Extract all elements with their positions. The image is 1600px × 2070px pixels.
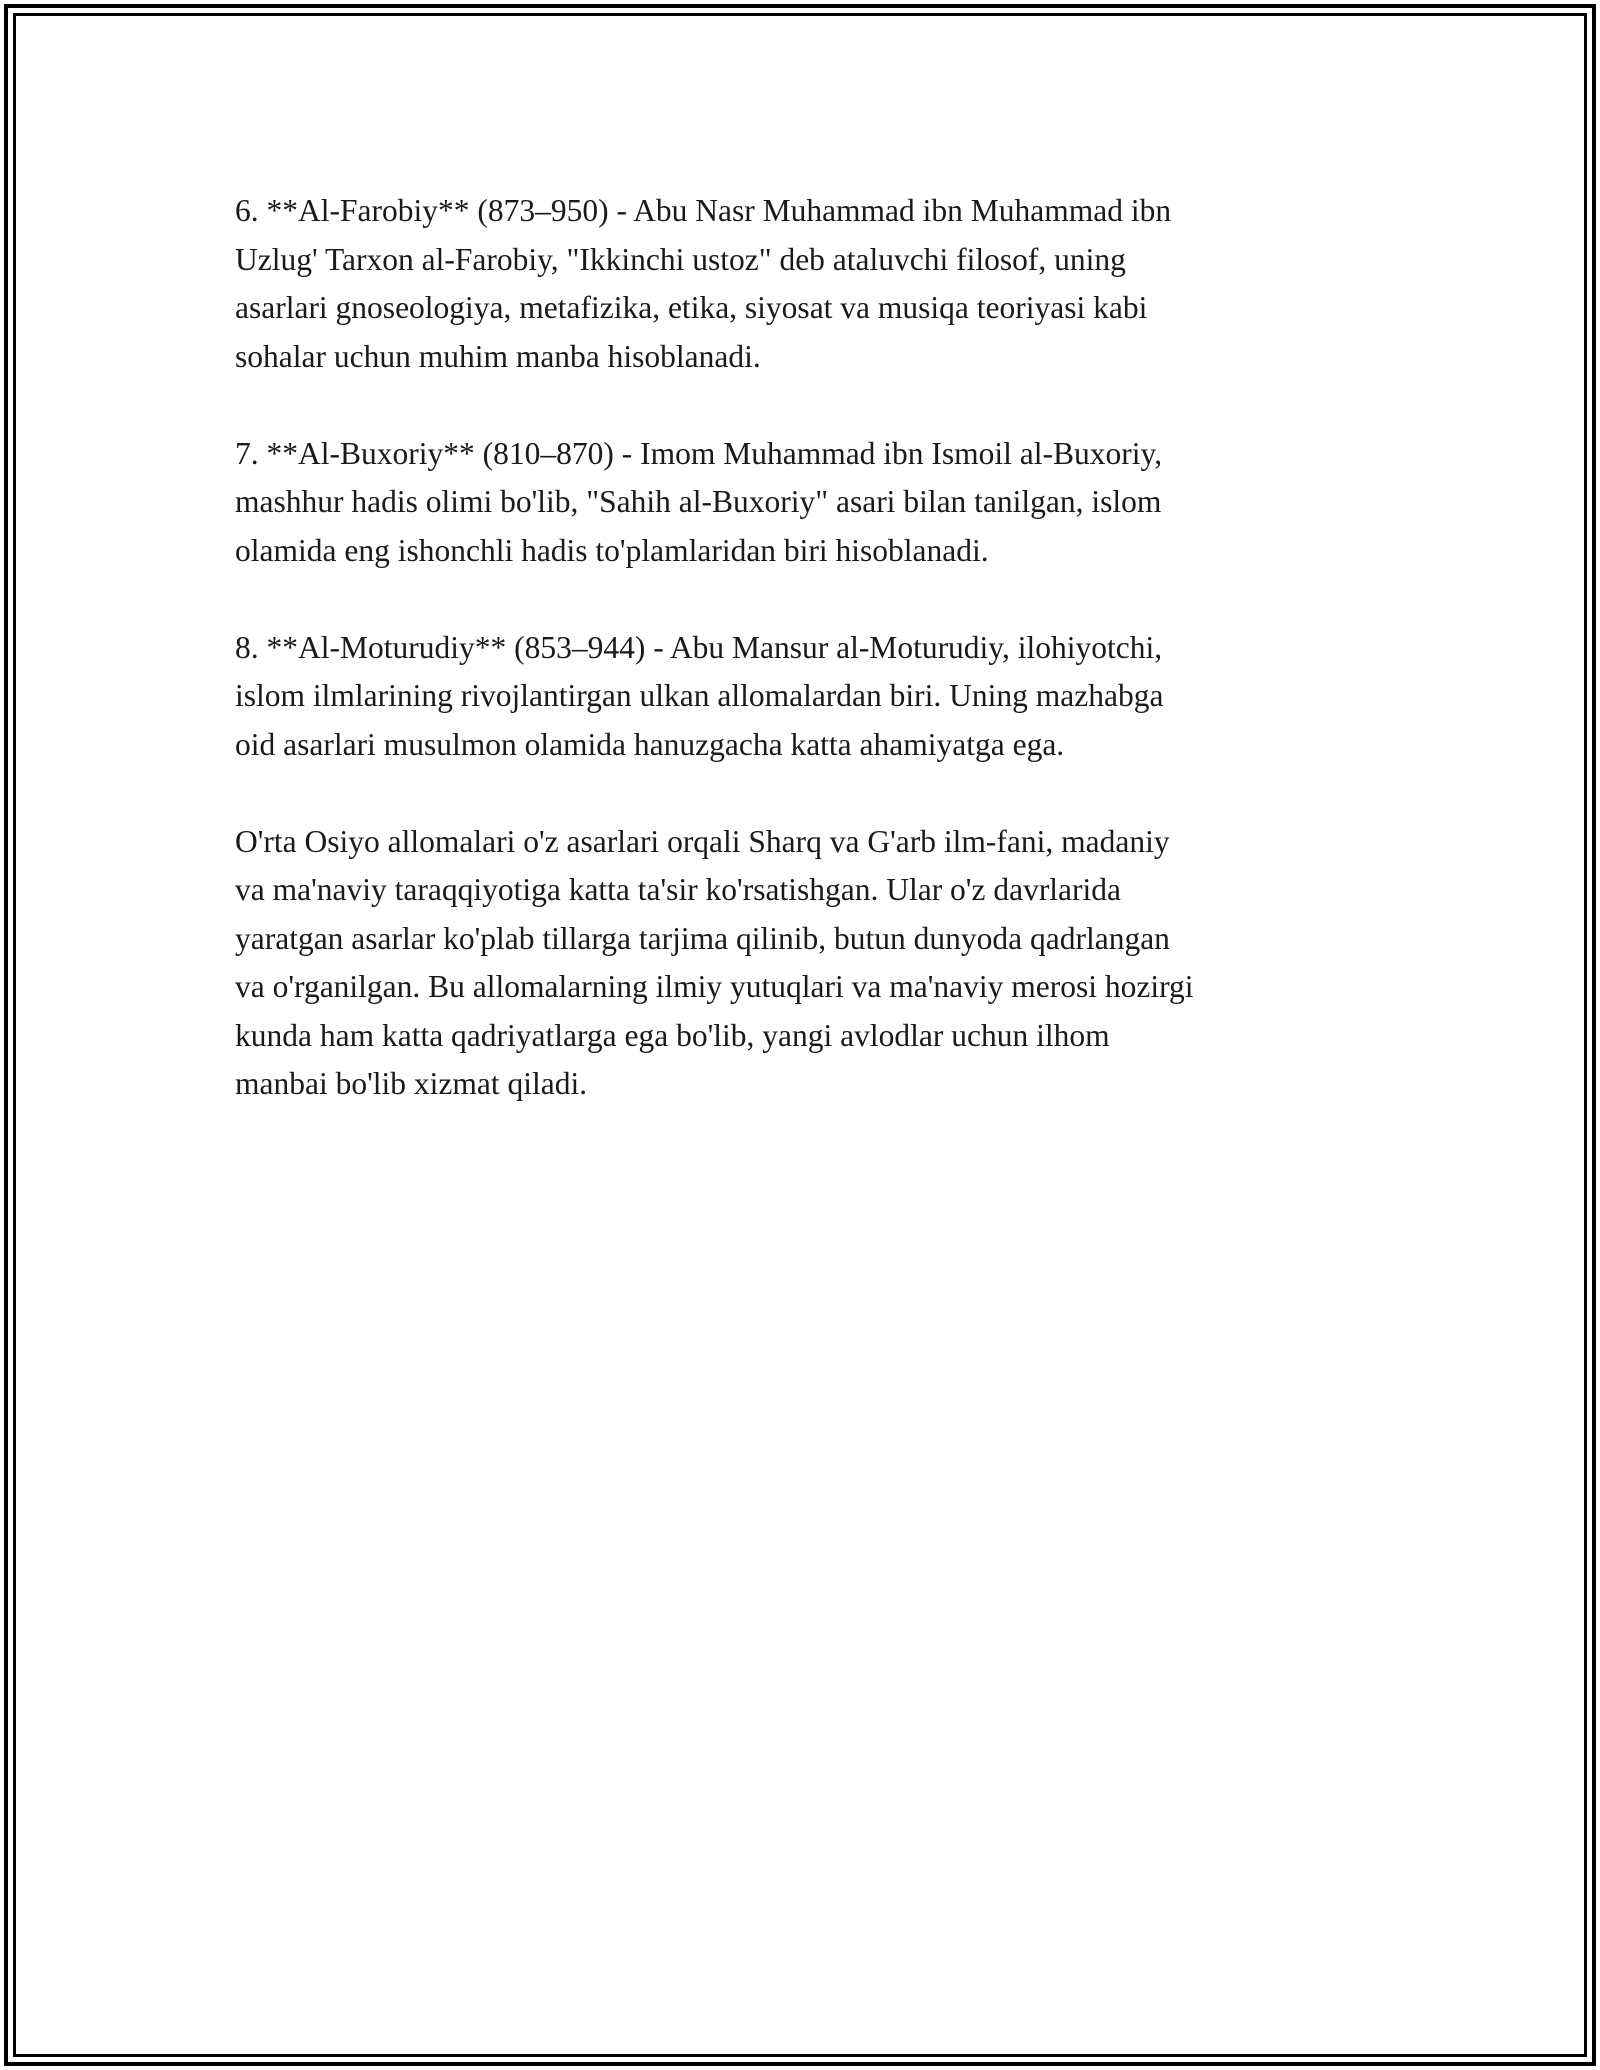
paragraph-al-farobiy: 6. **Al-Farobiy** (873–950) - Abu Nasr Muhammad ibn Muhammad ibn Uzlug' Tarxon al-Farobiy, "Ikkinchi ustoz" deb ataluvchi filosof, uning asarlari gnoseologiya, metafizika, etika, siyosat va musiqa teoriyasi kabi sohalar uchun muhim manba hisoblanadi. (235, 193, 1172, 374)
paragraph-conclusion: O'rta Osiyo allomalari o'z asarlari orqali Sharq va G'arb ilm-fani, madaniy va ma'naviy taraqqiyotiga katta ta'sir ko'rsatishgan. Ular o'z davrlarida yaratgan asarlar ko'plab tillarga tarjima qilinib, butun dunyoda qadrlangan va o'rganilgan. Bu allomalarning ilmiy yutuqlari va ma'naviy merosi hozirgi kunda ham katta qadriyatlarga ega bo'lib, yangi avlodlar uchun ilhom manbai bo'lib xizmat qiladi. (235, 823, 1194, 1101)
document-body (235, 187, 1375, 1157)
paragraph-al-buxoriy: 7. **Al-Buxoriy** (810–870) - Imom Muhammad ibn Ismoil al-Buxoriy, mashhur hadis olimi bo'lib, "Sahih al-Buxoriy" asari bilan tanilgan, islom olamida eng ishonchli hadis to'plamlaridan biri hisoblanadi. (235, 435, 1163, 568)
paragraph-al-moturudiy: 8. **Al-Moturudiy** (853–944) - Abu Mansur al-Moturudiy, ilohiyotchi, islom ilmlarining rivojlantirgan ulkan allomalardan biri. Uning mazhabga oid asarlari musulmon olamida hanuzgacha katta ahamiyatga ega. (235, 629, 1164, 762)
